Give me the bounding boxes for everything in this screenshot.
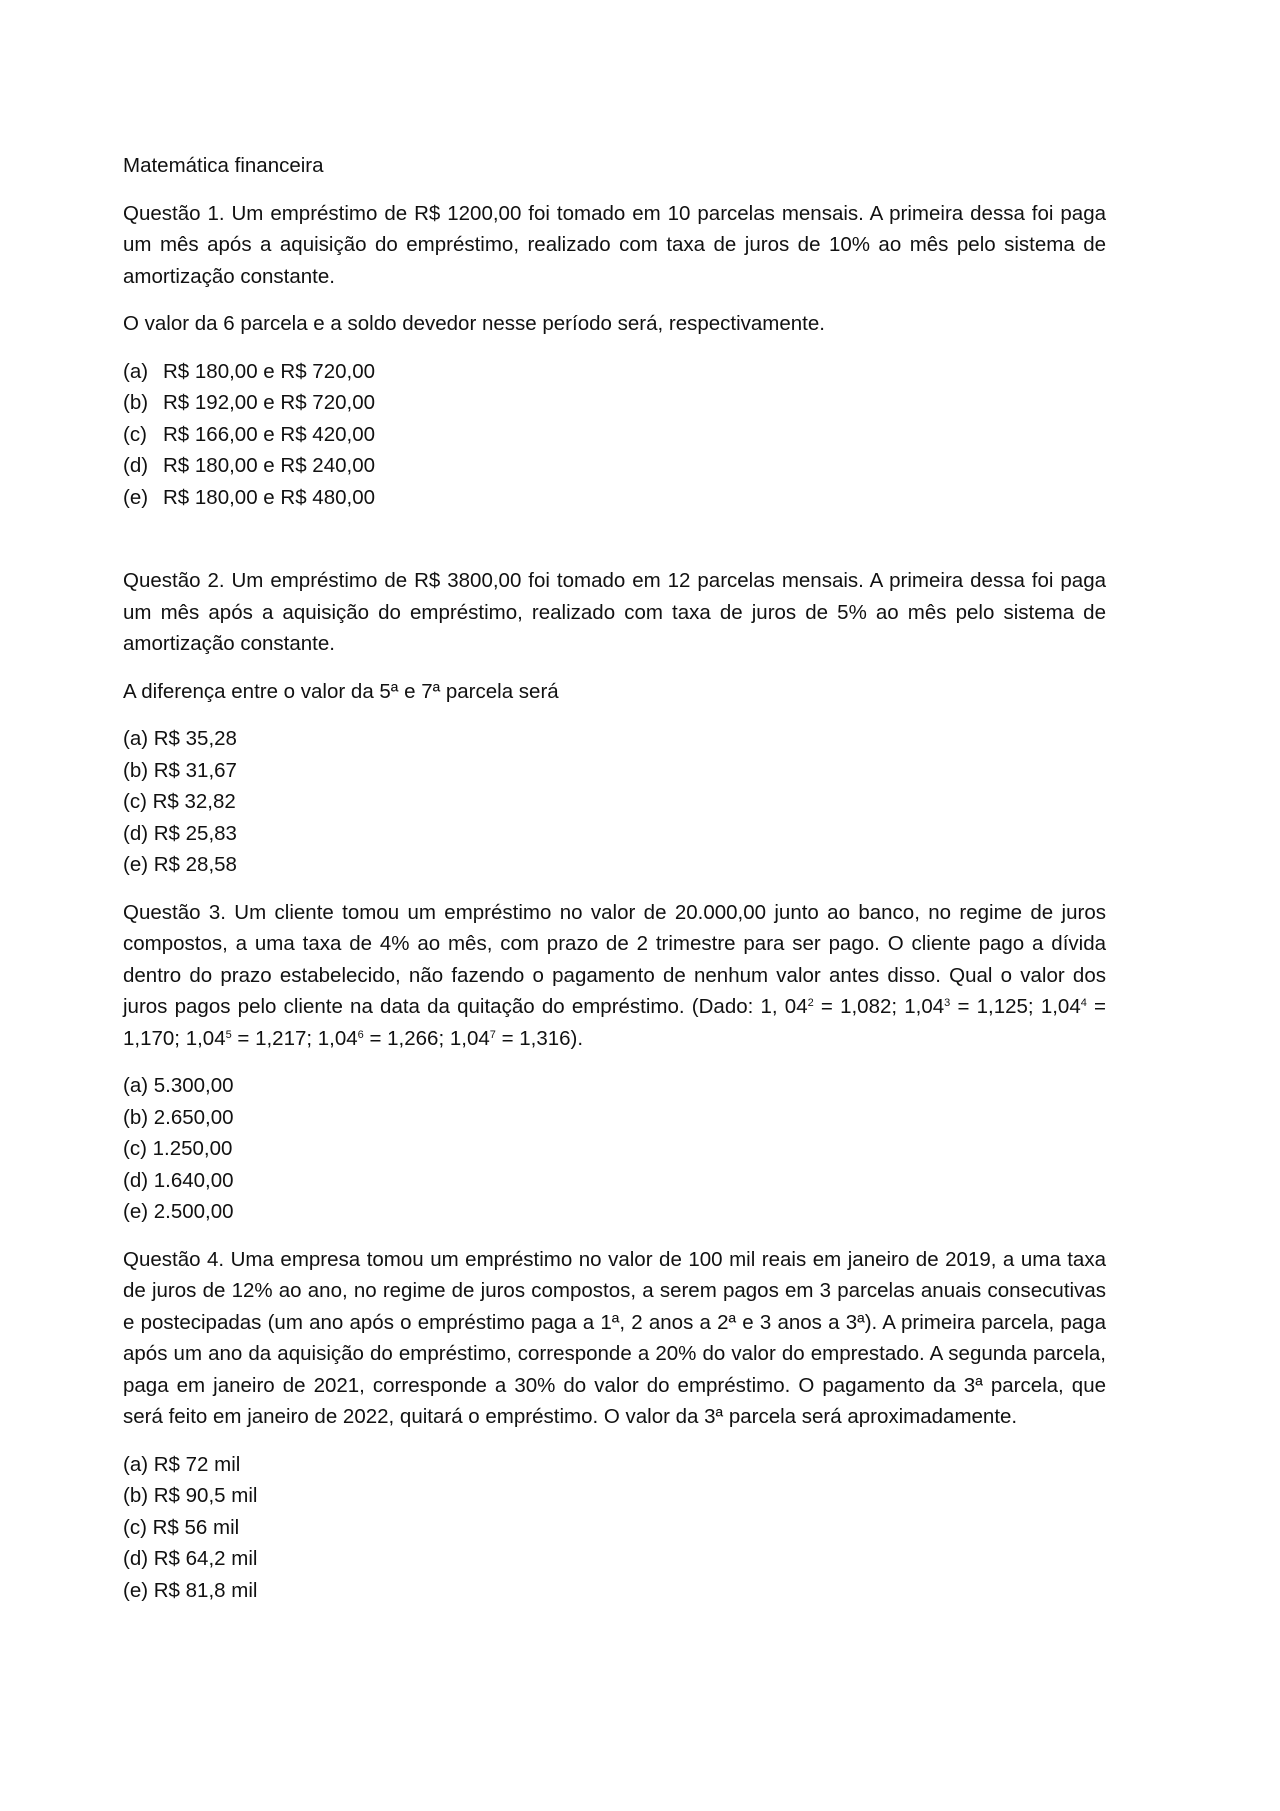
option-item: (c) 1.250,00	[123, 1137, 233, 1160]
option-item: (a) R$ 72 mil	[123, 1452, 241, 1476]
option-item	[123, 387, 1106, 419]
spacer	[123, 529, 1106, 565]
option-text: R$ 192,00 e R$ 720,00	[163, 391, 375, 414]
statement-text: = 1,316).	[495, 1026, 584, 1050]
option-item: (c) R$ 32,82	[123, 790, 236, 813]
statement-text: = 1,125; 1,04	[950, 995, 1081, 1018]
exponent: 5	[225, 1028, 232, 1041]
question-1-options	[123, 356, 1106, 514]
option-item	[123, 356, 1106, 388]
statement-text: = 1,170; 1,04	[123, 995, 1107, 1050]
statement-text: = 1,217; 1,04	[231, 1026, 358, 1050]
option-item: (b) 2.650,00	[123, 1105, 234, 1129]
exponent: 2	[807, 997, 814, 1009]
question-4-statement: Questão 4. Uma empresa tomou um empréstimo no valor de 100 mil reais em janeiro de 2019, a uma taxa de juros de 12% ao ano, no regime de juros compostos, a serem pagos em 3 parcelas anuais consecutivas e postecipadas (um ano após o empréstimo paga a 1ª, 2 anos a 2ª e 3 anos a 3ª). A primeira parcela, paga após um ano da aquisição do empréstimo, corresponde a 20% do valor do emprestado. A segunda parcela, paga em janeiro de 2021, corresponde a 30% do valor do empréstimo. O pagamento da 3ª parcela, que será feito em janeiro de 2022, quitará o empréstimo. O valor da 3ª parcela será aproximadamente.	[123, 1247, 1106, 1428]
option-label: (c)	[123, 422, 147, 446]
exponent: 7	[489, 1028, 496, 1041]
option-item: (b) R$ 31,67	[123, 758, 237, 782]
option-item: (d) R$ 25,83	[123, 821, 237, 845]
option-label: (b)	[123, 391, 149, 414]
question-1-prompt: O valor da 6 parcela e a soldo devedor nesse período será, respectivamente.	[123, 312, 825, 335]
document-title: Matemática financeira	[123, 154, 324, 177]
question-3	[123, 897, 1106, 1228]
question-4-options	[123, 1449, 1106, 1607]
question-1	[123, 198, 1106, 514]
option-item: (d) R$ 64,2 mil	[123, 1547, 258, 1570]
option-label: (d)	[123, 454, 149, 477]
question-3-options	[123, 1070, 1106, 1228]
option-item: (c) R$ 56 mil	[123, 1515, 240, 1539]
statement-text: = 1,266; 1,04	[363, 1026, 490, 1050]
option-item	[123, 482, 1106, 514]
question-4	[123, 1244, 1106, 1607]
option-item: (a) 5.300,00	[123, 1074, 234, 1097]
exponent: 4	[1080, 997, 1087, 1009]
statement-text: Questão 3. Um cliente tomou um empréstimo no valor de 20.000,00 junto ao banco, no regime de juros compostos, a uma taxa de 4% ao mês, com prazo de 2 trimestre para ser pago. O cliente pago a dívida dentro do prazo estabelecido, não fazendo o pagamento de nenhum valor antes disso. Qual o valor dos juros pagos pelo cliente na data da quitação do empréstimo. (Dado: 1, 04	[123, 900, 1106, 1018]
option-text: R$ 180,00 e R$ 480,00	[163, 485, 375, 509]
statement-text: = 1,082; 1,04	[813, 995, 945, 1018]
option-item: (e) R$ 81,8 mil	[123, 1578, 258, 1602]
option-text: R$ 180,00 e R$ 240,00	[163, 454, 375, 477]
question-2	[123, 565, 1106, 881]
question-2-options	[123, 723, 1106, 881]
option-item: (d) 1.640,00	[123, 1168, 234, 1192]
document-page	[123, 150, 1106, 1622]
option-item	[123, 450, 1106, 482]
option-text: R$ 166,00 e R$ 420,00	[163, 422, 375, 446]
question-3-statement	[123, 897, 1106, 1055]
question-2-statement: Questão 2. Um empréstimo de R$ 3800,00 foi tomado em 12 parcelas mensais. A primeira dessa foi paga um mês após a aquisição do empréstimo, realizado com taxa de juros de 5% ao mês pelo sistema de amortização constante.	[123, 569, 1106, 655]
exponent: 6	[357, 1028, 364, 1041]
option-item: (e) R$ 28,58	[123, 853, 237, 876]
exponent: 3	[944, 997, 951, 1009]
option-label: (e)	[123, 485, 149, 509]
option-item	[123, 419, 1106, 451]
question-1-statement: Questão 1. Um empréstimo de R$ 1200,00 foi tomado em 10 parcelas mensais. A primeira dessa foi paga um mês após a aquisição do empréstimo, realizado com taxa de juros de 10% ao mês pelo sistema de amortização constante.	[123, 201, 1106, 288]
question-2-prompt: A diferença entre o valor da 5ª e 7ª parcela será	[123, 679, 559, 703]
option-label: (a)	[123, 359, 149, 383]
option-item: (b) R$ 90,5 mil	[123, 1484, 258, 1507]
option-text: R$ 180,00 e R$ 720,00	[163, 359, 375, 383]
option-item: (e) 2.500,00	[123, 1200, 234, 1223]
option-item: (a) R$ 35,28	[123, 727, 237, 750]
